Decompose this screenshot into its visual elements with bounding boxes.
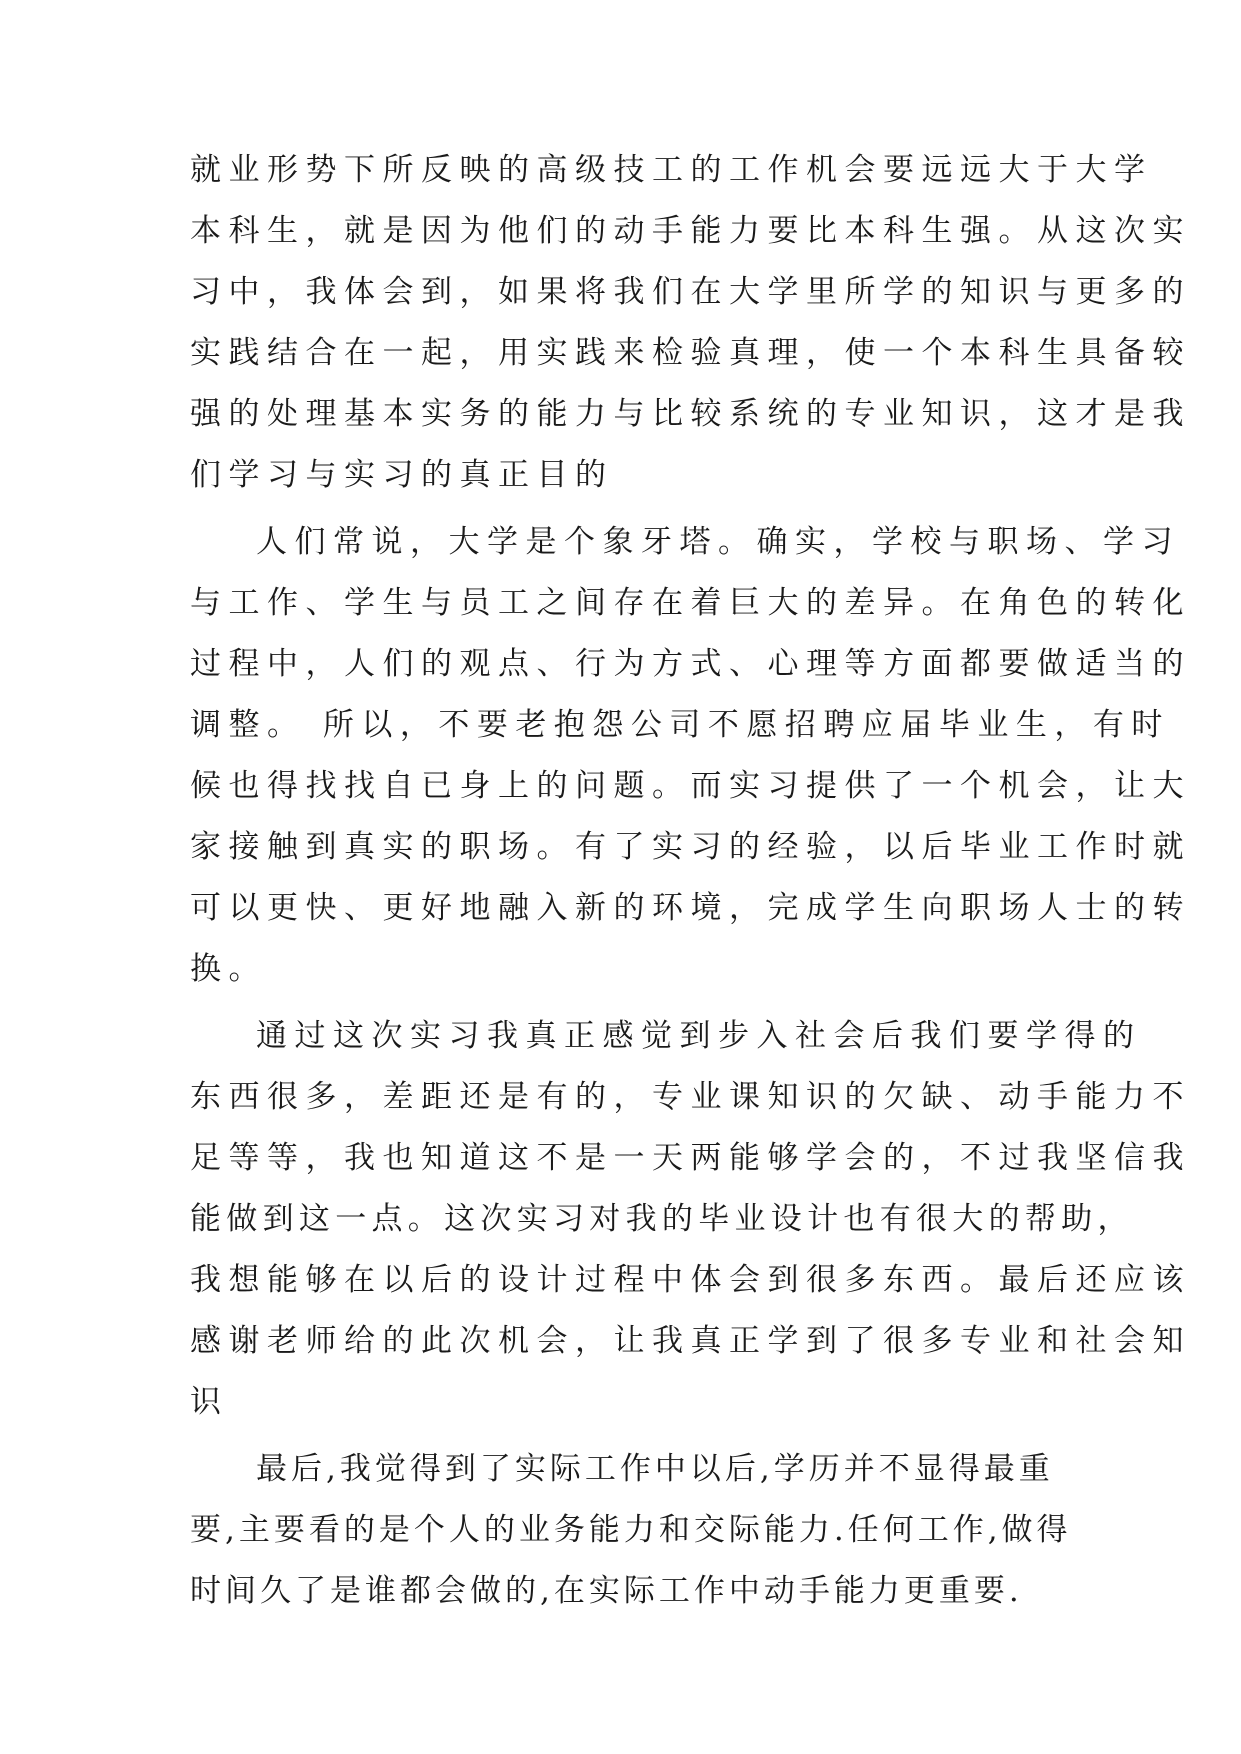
paragraph-4 — [190, 1439, 1072, 1622]
text-line: 感谢老师给的此次机会，让我真正学到了很多专业和社会知 — [190, 1323, 1191, 1359]
text-line: 可以更快、更好地融入新的环境，完成学生向职场人士的转 — [190, 890, 1191, 926]
text-line: 家接触到真实的职场。有了实习的经验，以后毕业工作时就 — [190, 829, 1191, 865]
text-line: 我想能够在以后的设计过程中体会到很多东西。最后还应该 — [190, 1262, 1191, 1298]
text-line: 候也得找找自已身上的问题。而实习提供了一个机会，让大 — [190, 768, 1191, 804]
text-line: 换。 — [190, 951, 267, 987]
paragraph-3 — [190, 1006, 1191, 1433]
text-line: 足等等，我也知道这不是一天两能够学会的，不过我坚信我 — [190, 1140, 1191, 1176]
text-line: 通过这次实习我真正感觉到步入社会后我们要学得的 — [256, 1018, 1142, 1054]
text-line: 与工作、学生与员工之间存在着巨大的差异。在角色的转化 — [190, 585, 1191, 621]
text-line: 要,主要看的是个人的业务能力和交际能力.任何工作,做得 — [190, 1512, 1072, 1548]
text-line: 过程中，人们的观点、行为方式、心理等方面都要做适当的 — [190, 646, 1191, 682]
text-line: 人们常说，大学是个象牙塔。确实，学校与职场、学习 — [256, 524, 1180, 560]
text-line: 最后,我觉得到了实际工作中以后,学历并不显得最重 — [256, 1451, 1054, 1487]
text-line: 时间久了是谁都会做的,在实际工作中动手能力更重要. — [190, 1573, 1023, 1609]
text-line: 识 — [190, 1384, 229, 1420]
paragraph-2 — [190, 512, 1191, 1000]
paragraph-1 — [190, 140, 1191, 506]
text-line: 就业形势下所反映的高级技工的工作机会要远远大于大学 — [190, 152, 1153, 188]
text-line: 强的处理基本实务的能力与比较系统的专业知识，这才是我 — [190, 396, 1191, 432]
document-body — [190, 140, 1191, 1622]
text-line: 本科生，就是因为他们的动手能力要比本科生强。从这次实 — [190, 213, 1191, 249]
text-line: 们学习与实习的真正目的 — [190, 457, 614, 493]
text-line: 实践结合在一起，用实践来检验真理，使一个本科生具备较 — [190, 335, 1191, 371]
text-line: 能做到这一点。这次实习对我的毕业设计也有很大的帮助， — [190, 1201, 1134, 1237]
text-line: 习中，我体会到，如果将我们在大学里所学的知识与更多的 — [190, 274, 1191, 310]
text-line: 东西很多，差距还是有的，专业课知识的欠缺、动手能力不 — [190, 1079, 1191, 1115]
text-line: 调整。 所以，不要老抱怨公司不愿招聘应届毕业生，有时 — [190, 707, 1170, 743]
